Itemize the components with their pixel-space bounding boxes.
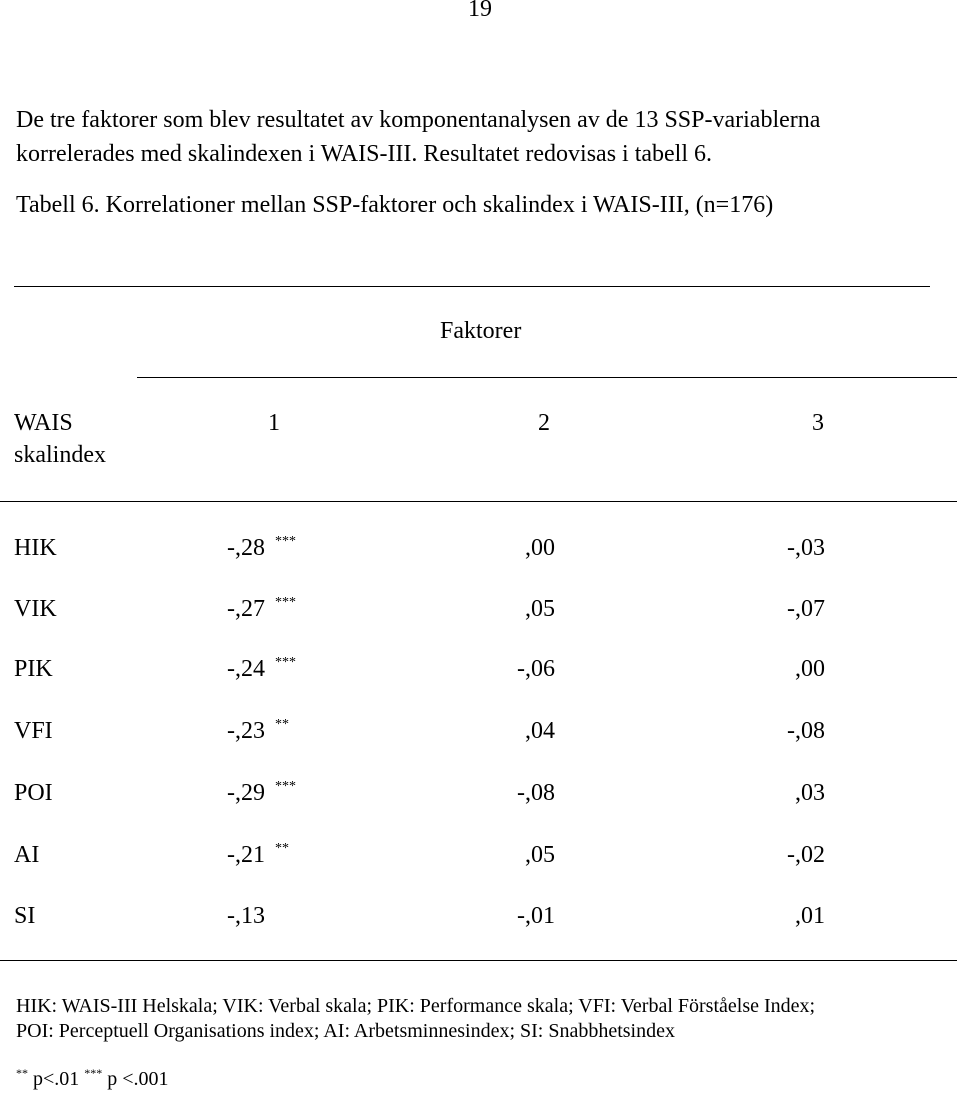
table-row-label: HIK	[14, 535, 57, 561]
table-cell-factor-3: ,03	[795, 780, 825, 806]
factor-1-value: -,23	[227, 718, 265, 744]
row-header-line-1: WAIS	[14, 410, 73, 436]
intro-paragraph-line-1: De tre faktorer som blev resultatet av komponentanalysen av de 13 SSP-variablerna	[16, 107, 821, 133]
group-header-rule	[137, 377, 957, 378]
table-cell-factor-2: -,06	[517, 656, 555, 682]
significance-note	[16, 1068, 169, 1091]
table-cell-factor-1	[227, 903, 265, 930]
factor-1-value: -,27	[227, 596, 265, 622]
significance-mark-2: ***	[84, 1066, 103, 1080]
significance-stars: **	[275, 717, 289, 732]
table-cell-factor-3: ,00	[795, 656, 825, 682]
table-cell-factor-2: ,05	[525, 842, 555, 868]
table-row-label: PIK	[14, 656, 53, 682]
table-cell-factor-1	[227, 842, 289, 869]
table-cell-factor-3: -,02	[787, 842, 825, 868]
significance-stars: ***	[275, 595, 296, 610]
table-cell-factor-3: -,08	[787, 718, 825, 744]
table-cell-factor-1	[227, 596, 296, 623]
table-cell-factor-3: -,03	[787, 535, 825, 561]
table-row-label: AI	[14, 842, 40, 868]
group-header-faktorer: Faktorer	[440, 318, 522, 344]
table-cell-factor-1	[227, 656, 296, 683]
table-cell-factor-1	[227, 780, 296, 807]
significance-stars: ***	[275, 655, 296, 670]
significance-mark-1: **	[16, 1066, 28, 1080]
header-bottom-rule	[0, 501, 957, 502]
table-cell-factor-2: -,01	[517, 903, 555, 929]
table-cell-factor-3: ,01	[795, 903, 825, 929]
table-cell-factor-1	[227, 718, 289, 745]
factor-1-value: -,13	[227, 903, 265, 929]
factor-1-value: -,28	[227, 535, 265, 561]
table-cell-factor-2: ,04	[525, 718, 555, 744]
significance-text-2: p <.001	[102, 1068, 169, 1090]
table-row-label: POI	[14, 780, 53, 806]
page-number: 19	[468, 0, 492, 22]
table-cell-factor-2: ,05	[525, 596, 555, 622]
table-row-label: SI	[14, 903, 36, 929]
column-header-2: 2	[538, 410, 550, 436]
table-caption: Tabell 6. Korrelationer mellan SSP-faktorer och skalindex i WAIS-III, (n=176)	[16, 192, 774, 218]
table-row-label: VIK	[14, 596, 57, 622]
factor-1-value: -,24	[227, 656, 265, 682]
significance-text-1: p<.01	[28, 1068, 85, 1090]
significance-stars: **	[275, 841, 289, 856]
legend-line-2: POI: Perceptuell Organisations index; AI: Arbetsminnesindex; SI: Snabbhetsindex	[16, 1020, 675, 1042]
table-bottom-rule	[0, 960, 957, 961]
significance-stars: ***	[275, 779, 296, 794]
legend-line-1: HIK: WAIS-III Helskala; VIK: Verbal skala; PIK: Performance skala; VFI: Verbal Förståelse Index;	[16, 995, 816, 1017]
intro-paragraph-line-2: korrelerades med skalindexen i WAIS-III. Resultatet redovisas i tabell 6.	[16, 141, 713, 167]
column-header-1: 1	[268, 410, 280, 436]
table-cell-factor-3: -,07	[787, 596, 825, 622]
table-cell-factor-1	[227, 535, 296, 562]
column-header-3: 3	[812, 410, 824, 436]
significance-stars: ***	[275, 534, 296, 549]
factor-1-value: -,21	[227, 842, 265, 868]
table-row-label: VFI	[14, 718, 53, 744]
table-cell-factor-2: ,00	[525, 535, 555, 561]
factor-1-value: -,29	[227, 780, 265, 806]
row-header-line-2: skalindex	[14, 442, 106, 468]
table-cell-factor-2: -,08	[517, 780, 555, 806]
table-top-rule	[14, 286, 930, 287]
